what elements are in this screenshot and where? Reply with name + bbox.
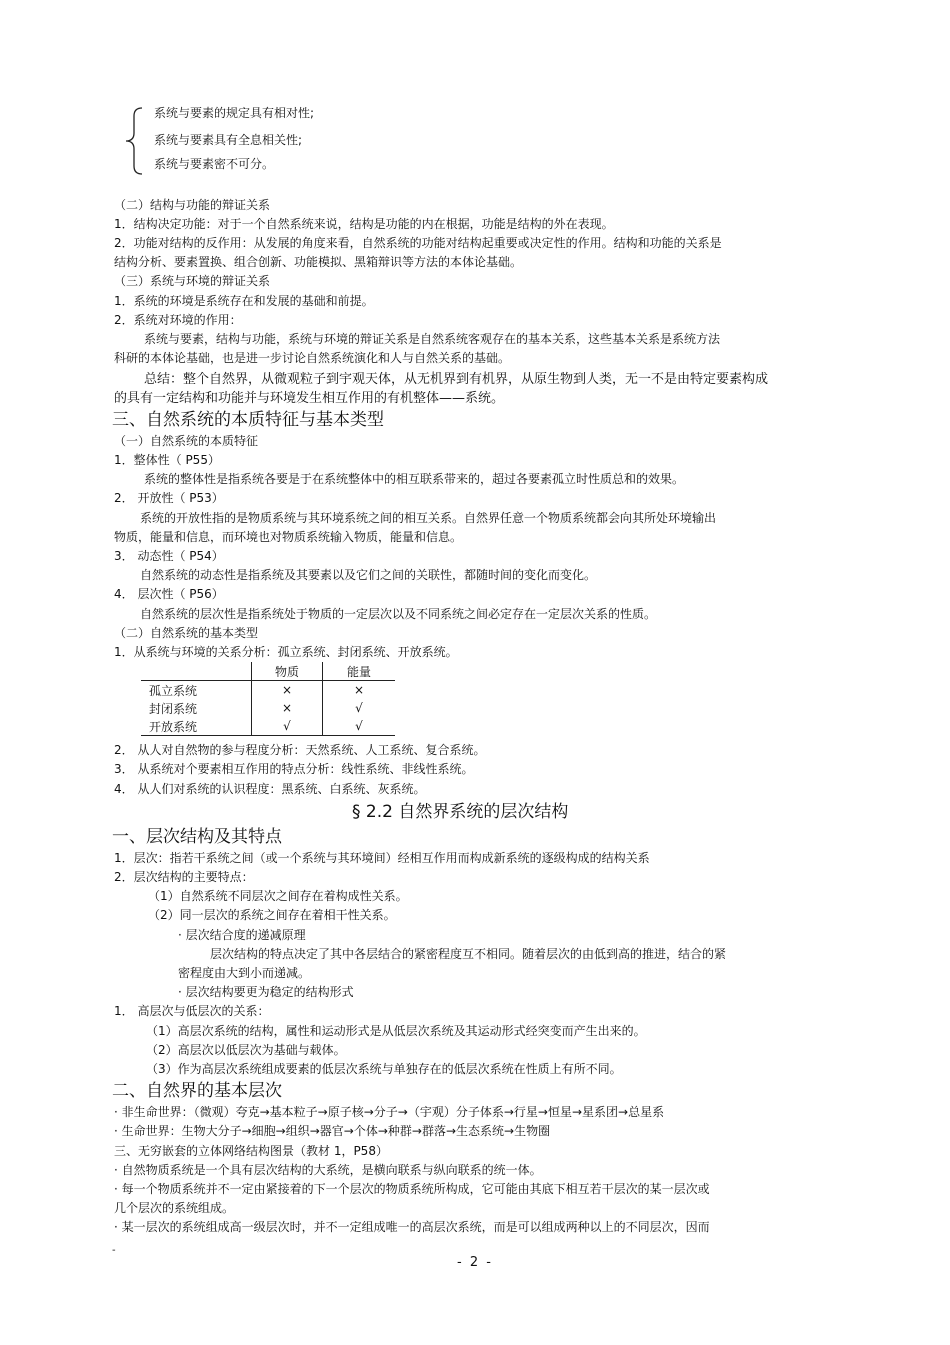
list-item: 2． 从人对自然物的参与程度分析：天然系统、人工系统、复合系统。: [114, 743, 486, 757]
bullet-item: · 某一层次的系统组成高一级层次时，并不一定组成唯一的高层次系统，而是可以组成两种以上的不同层次，因而: [114, 1220, 710, 1234]
summary-line: 的具有一定结构和功能并与环境发生相互作用的有机整体——系统。: [114, 391, 505, 406]
list-item: （2）同一层次的系统之间存在着相干性关系。: [148, 908, 396, 922]
bullet-item: · 层次结构要更为稳定的结构形式: [178, 985, 354, 999]
bullet-item: · 自然物质系统是一个具有层次结构的大系统，是横向联系与纵向联系的统一体。: [114, 1163, 542, 1177]
text-line: 2．系统对环境的作用：: [114, 313, 242, 327]
table-header-cell: 能量: [323, 662, 396, 681]
table-header-cell: 物质: [252, 662, 323, 681]
table-cell: ×: [252, 699, 323, 717]
subsection-heading: （三）系统与环境的辩证关系: [114, 274, 271, 288]
margin-mark: -: [112, 1245, 116, 1256]
section-heading: 一、层次结构及其特点: [112, 827, 282, 847]
table-row: [141, 681, 395, 700]
text-line: 结构分析、要素置换、组合创新、功能模拟、黑箱辩识等方法的本体论基础。: [114, 255, 523, 269]
list-item: 2． 开放性（ P53）: [114, 491, 224, 505]
list-item: 4． 层次性（ P56）: [114, 587, 224, 601]
text-line: 系统的开放性指的是物质系统与其环境系统之间的相互关系。自然界任意一个物质系统都会向其所处环境输出: [140, 511, 717, 525]
brace-item: 系统与要素具有全息相关性;: [154, 133, 303, 147]
text-line: 物质，能量和信息，而环境也对物质系统输入物质，能量和信息。: [114, 530, 463, 544]
table-cell: ×: [252, 681, 323, 700]
brace-item: 系统与要素密不可分。: [154, 157, 275, 171]
summary-line: 总结：整个自然界，从微观粒子到宇观天体，从无机界到有机界，从原生物到人类，无一不是由特定要素构成: [144, 372, 769, 387]
table-header-cell: [141, 662, 252, 681]
list-item: 1． 高层次与低层次的关系：: [114, 1004, 270, 1018]
text-line: 自然系统的层次性是指系统处于物质的一定层次以及不同系统之间必定存在一定层次关系的性质。: [140, 607, 657, 621]
table-row: [141, 717, 395, 736]
text-line: 1．结构决定功能：对于一个自然系统来说，结构是功能的内在根据，功能是结构的外在表现。: [114, 217, 614, 231]
text-line: 科研的本体论基础，也是进一步讨论自然系统演化和人与自然关系的基础。: [114, 351, 511, 365]
list-item: （1）高层次系统的结构，属性和运动形式是从低层次系统及其运动形式经突变而产生出来的。: [146, 1024, 646, 1038]
system-type-table: [141, 662, 395, 736]
table-cell: √: [323, 717, 396, 736]
list-item: 1．整体性（ P55）: [114, 453, 220, 467]
list-item: （1）自然系统不同层次之间存在着构成性关系。: [148, 889, 408, 903]
list-item: （3）作为高层次系统组成要素的低层次系统与单独存在的低层次系统在性质上有所不同。: [146, 1062, 622, 1076]
list-item: 1．从系统与环境的关系分析：孤立系统、封闭系统、开放系统。: [114, 645, 458, 659]
section-heading: 三、自然系统的本质特征与基本类型: [112, 410, 384, 430]
subsection-heading: （一）自然系统的本质特征: [114, 434, 259, 448]
table-header-row: [141, 662, 395, 681]
list-item: （2）高层次以低层次为基础与载体。: [146, 1043, 346, 1057]
text-line: 自然系统的动态性是指系统及其要素以及它们之间的关联性，都随时间的变化而变化。: [140, 568, 597, 582]
table-cell: √: [323, 699, 396, 717]
table-cell: √: [252, 717, 323, 736]
bullet-item: · 层次结合度的递减原理: [178, 928, 306, 942]
bullet-item: · 每一个物质系统并不一定由紧接着的下一个层次的物质系统所构成，它可能由其底下相互若干层次的某一层次或: [114, 1182, 710, 1196]
table-cell: 孤立系统: [149, 683, 198, 698]
table-cell: ×: [323, 681, 396, 700]
section-heading: 二、自然界的基本层次: [112, 1081, 282, 1101]
subsection-heading: 三、无穷嵌套的立体网络结构图景（教材 1，P58）: [114, 1144, 388, 1158]
bullet-item: · 非生命世界：（微观）夸克→基本粒子→原子核→分子→（宇观）分子体系→行星→恒星→星系团→总星系: [114, 1105, 665, 1119]
table-row: [141, 699, 395, 717]
text-line: 密程度由大到小而递减。: [178, 966, 311, 980]
text-line: 1．系统的环境是系统存在和发展的基础和前提。: [114, 294, 374, 308]
subsection-heading: （二）结构与功能的辩证关系: [114, 198, 271, 212]
subsection-heading: （二）自然系统的基本类型: [114, 626, 259, 640]
list-item: 3． 从系统对个要素相互作用的特点分析：线性系统、非线性系统。: [114, 762, 474, 776]
bullet-item: · 生命世界：生物大分子→细胞→组织→器官→个体→种群→群落→生态系统→生物圈: [114, 1124, 551, 1138]
list-item: 3． 动态性（ P54）: [114, 549, 224, 563]
list-item: 1．层次：指若干系统之间（或一个系统与其环境间）经相互作用而构成新系统的逐级构成的结构关系: [114, 851, 650, 865]
text-line: 几个层次的系统组成。: [114, 1201, 235, 1215]
text-line: 层次结构的特点决定了其中各层结合的紧密程度互不相同。随着层次的由低到高的推进，结合的紧: [210, 947, 727, 961]
brace-item: 系统与要素的规定具有相对性;: [154, 106, 315, 120]
text-line: 2．功能对结构的反作用：从发展的角度来看，自然系统的功能对结构起重要或决定性的作用。结构和功能的关系是: [114, 236, 722, 250]
page-number: - 2 -: [457, 1255, 493, 1270]
table-cell: 封闭系统: [149, 701, 198, 716]
chapter-heading: § 2.2 自然界系统的层次结构: [352, 802, 569, 822]
list-item: 4． 从人们对系统的认识程度：黑系统、白系统、灰系统。: [114, 782, 426, 796]
table-cell: 开放系统: [141, 717, 252, 736]
text-line: 系统的整体性是指系统各要是于在系统整体中的相互联系带来的，超过各要素孤立时性质总和的效果。: [144, 472, 685, 486]
text-line: 系统与要素，结构与功能，系统与环境的辩证关系是自然系统客观存在的基本关系，这些基本关系是系统方法: [144, 332, 721, 346]
brace-icon: [122, 106, 148, 176]
list-item: 2．层次结构的主要特点：: [114, 870, 254, 884]
